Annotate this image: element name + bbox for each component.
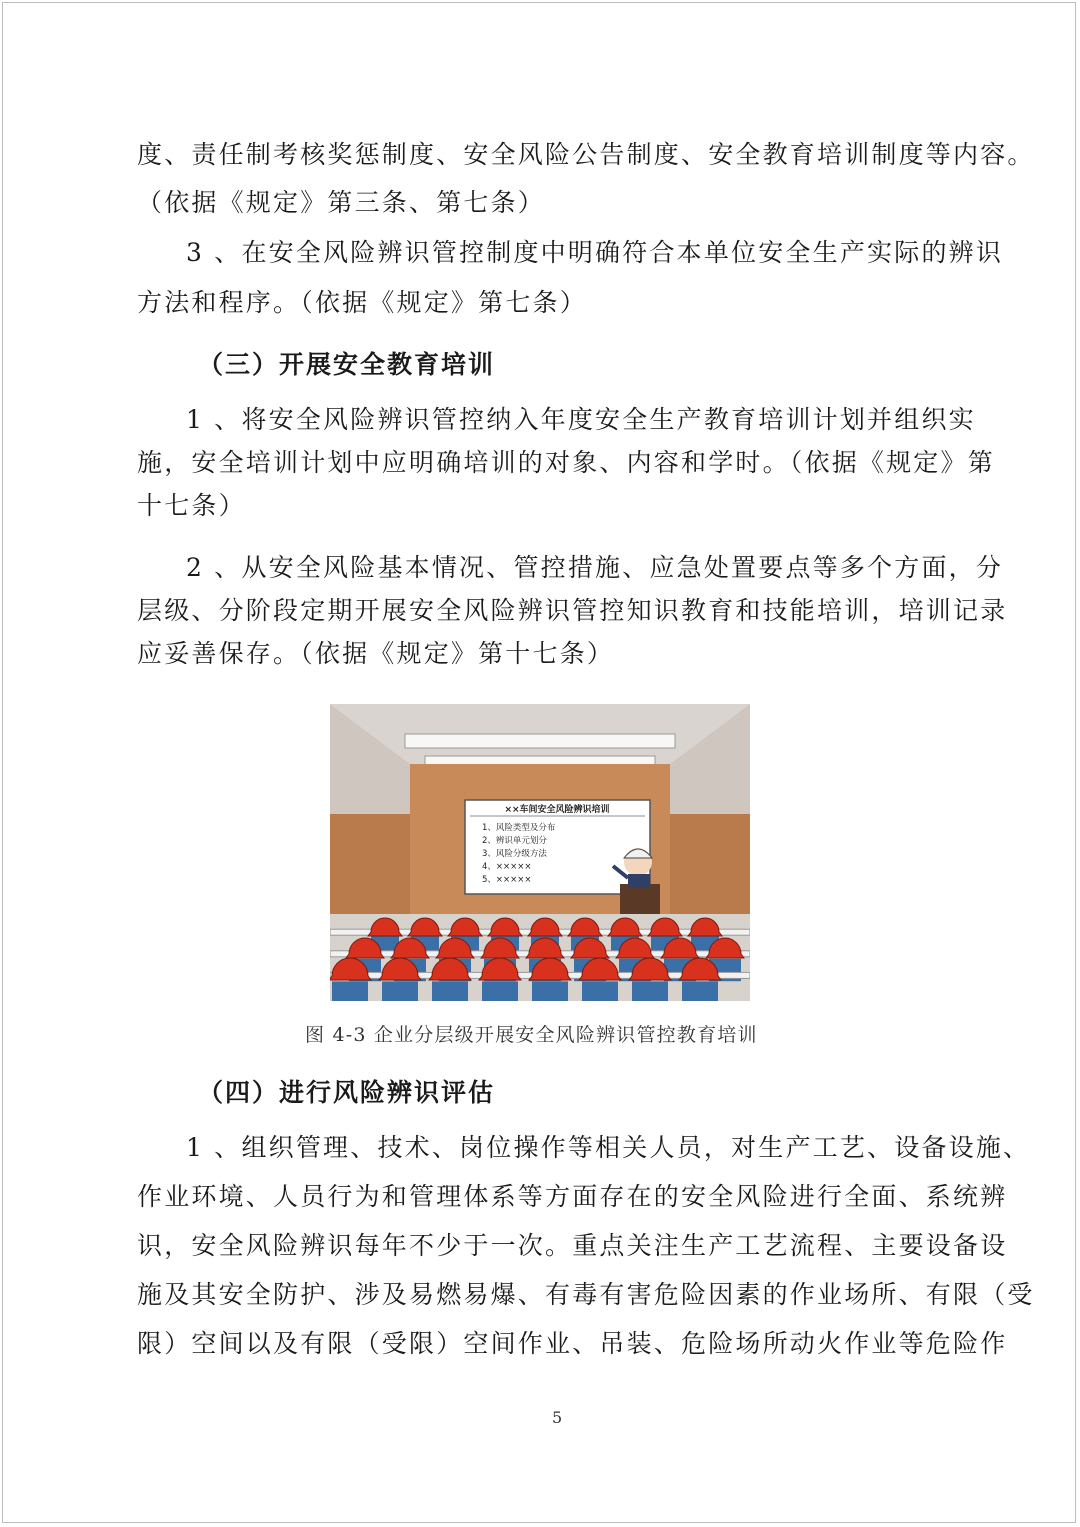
- paragraph-line: 施及其安全防护、涉及易燃易爆、有毒有害危险因素的作业场所、有限（受: [137, 1280, 1035, 1309]
- paragraph-line: 1 、组织管理、技术、岗位操作等相关人员，对生产工艺、设备设施、: [186, 1133, 1031, 1162]
- trainee-body: [682, 981, 718, 1001]
- paragraph-line: 限）空间以及有限（受限）空间作业、吊装、危险场所动火作业等危险作: [137, 1329, 1008, 1358]
- paragraph-line: 度、责任制考核奖惩制度、安全风险公告制度、安全教育培训制度等内容。: [137, 140, 1035, 169]
- screen-title: ××车间安全风险辨识培训: [504, 805, 610, 815]
- trainee-body: [582, 981, 618, 1001]
- paragraph-line: 层级、分阶段定期开展安全风险辨识管控知识教育和技能培训，培训记录: [137, 596, 1008, 625]
- paragraph-line: 1 、将安全风险辨识管控纳入年度安全生产教育培训计划并组织实: [186, 405, 976, 434]
- audience-group: [330, 918, 750, 1001]
- screen-item: 3、风险分级方法: [482, 849, 547, 859]
- figure-caption: 图 4-3 企业分层级开展安全风险辨识管控教育培训: [305, 1024, 758, 1046]
- trainee-body: [382, 981, 418, 1001]
- paragraph-line: 施，安全培训计划中应明确培训的对象、内容和学时。（依据《规定》第: [137, 448, 995, 477]
- page-number: 5: [552, 1408, 563, 1427]
- trainee-body: [432, 981, 468, 1001]
- screen-item: 5、×××××: [482, 875, 532, 885]
- paragraph-line: 十七条）: [137, 491, 246, 520]
- paragraph-line: 3 、在安全风险辨识管控制度中明确符合本单位安全生产实际的辨识: [186, 238, 1004, 267]
- trainee-body: [632, 981, 668, 1001]
- paragraph-line: 应妥善保存。（依据《规定》第十七条）: [137, 639, 615, 668]
- paragraph-line: 2 、从安全风险基本情况、管控措施、应急处置要点等多个方面，分: [186, 553, 1004, 582]
- classroom-illustration: [330, 704, 750, 1001]
- screen-item: 4、×××××: [482, 862, 532, 872]
- section-heading-4: （四）进行风险辨识评估: [198, 1078, 496, 1107]
- paragraph-line: 作业环境、人员行为和管理体系等方面存在的安全风险进行全面、系统辨: [137, 1182, 1008, 1211]
- paragraph-line: 方法和程序。（依据《规定》第七条）: [137, 288, 587, 317]
- training-illustration: [330, 704, 750, 1001]
- section-heading-3: （三）开展安全教育培训: [198, 350, 496, 379]
- trainee-body: [482, 981, 518, 1001]
- screen-item: 2、辨识单元划分: [482, 836, 547, 846]
- paragraph-line: 识，安全风险辨识每年不少于一次。重点关注生产工艺流程、主要设备设: [137, 1231, 1008, 1260]
- paragraph-line: （依据《规定》第三条、第七条）: [137, 188, 546, 217]
- screen-item: 1、风险类型及分布: [482, 823, 556, 833]
- trainee-body: [332, 981, 368, 1001]
- trainee-body: [532, 981, 568, 1001]
